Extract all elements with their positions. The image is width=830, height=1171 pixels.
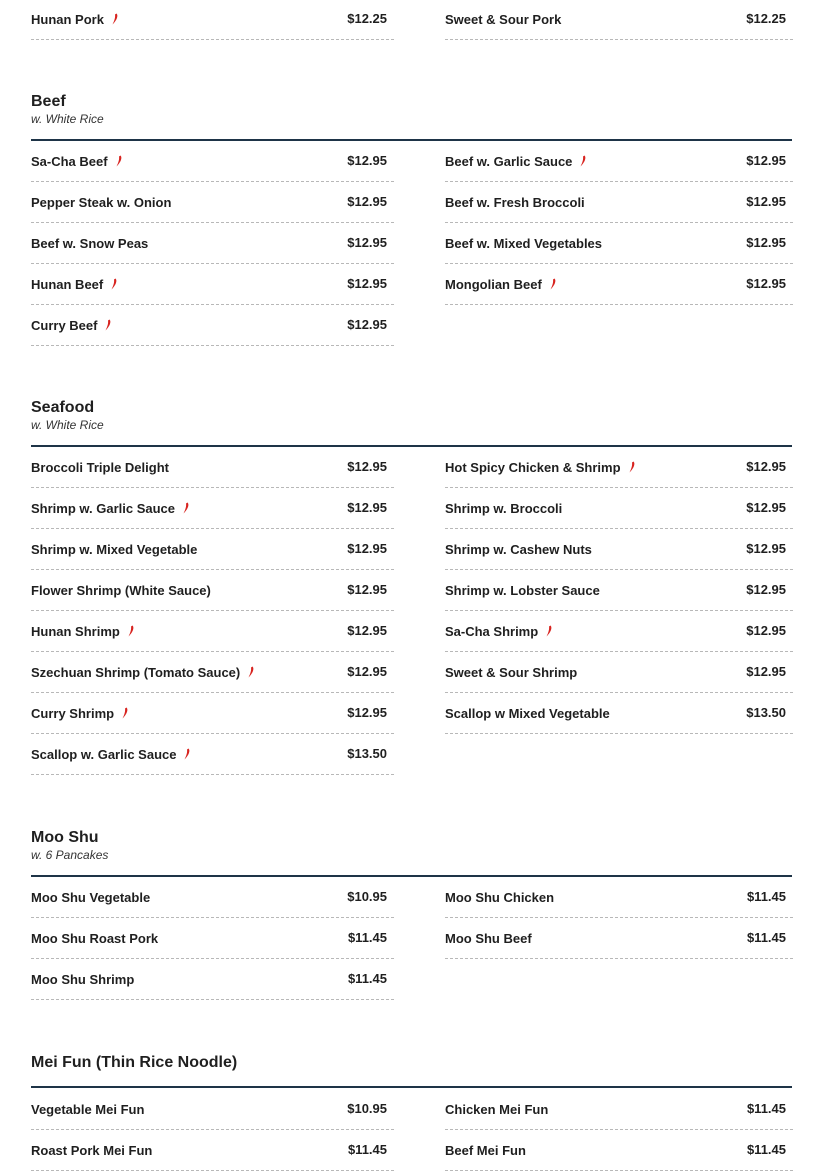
menu-item[interactable] [445,182,793,223]
item-price: $12.25 [347,11,387,26]
item-price: $12.95 [746,582,786,597]
chili-pepper-icon [127,625,135,637]
chili-pepper-icon [110,278,118,290]
section-title: Beef [31,93,66,110]
item-price: $11.45 [347,971,387,986]
item-name: Beef w. Fresh Broccoli [445,195,585,210]
item-name: Sa-Cha Beef [31,154,108,169]
item-price: $12.95 [746,153,786,168]
item-price: $12.95 [347,153,387,168]
item-price: $10.95 [347,889,387,904]
item-name: Mongolian Beef [445,277,542,292]
menu-item[interactable] [31,959,394,1000]
item-price: $11.45 [746,889,786,904]
chili-pepper-icon [183,748,191,760]
menu-item[interactable] [31,182,394,223]
chili-pepper-icon [628,461,636,473]
item-name: Scallop w Mixed Vegetable [445,706,610,721]
menu-item[interactable] [31,0,394,40]
menu-item[interactable] [31,223,394,264]
menu-column-right [445,0,793,40]
menu-column-right [445,141,793,305]
menu-item[interactable] [31,141,394,182]
section-subtitle: w. White Rice [31,112,104,126]
menu-item[interactable] [445,570,793,611]
item-name: Flower Shrimp (White Sauce) [31,583,211,598]
menu-item[interactable] [445,693,793,734]
item-name: Shrimp w. Broccoli [445,501,563,516]
item-name: Beef w. Mixed Vegetables [445,236,603,251]
item-name: Moo Shu Shrimp [31,972,135,987]
item-price: $12.95 [746,541,786,556]
menu-section [31,397,793,762]
menu-item[interactable] [31,529,394,570]
menu-column-right [445,1089,793,1171]
menu-column-left [31,141,394,346]
item-price: $12.95 [746,664,786,679]
previous-section-tail [0,0,830,40]
item-name: Hunan Beef [31,277,104,292]
item-price: $12.95 [746,235,786,250]
chili-pepper-icon [104,319,112,331]
menu-item[interactable] [31,611,394,652]
item-price: $12.25 [746,11,786,26]
item-price: $11.45 [347,1142,387,1157]
item-price: $12.95 [347,194,387,209]
item-price: $12.95 [746,194,786,209]
item-price: $12.95 [347,623,387,638]
item-name: Curry Shrimp [31,706,115,721]
menu-item[interactable] [31,1089,394,1130]
item-name: Moo Shu Beef [445,931,532,946]
chili-pepper-icon [115,155,123,167]
item-name: Moo Shu Chicken [445,890,555,905]
item-name: Shrimp w. Garlic Sauce [31,501,176,516]
item-name: Broccoli Triple Delight [31,460,169,475]
menu-item[interactable] [445,877,793,918]
item-name: Moo Shu Roast Pork [31,931,159,946]
item-price: $11.45 [746,930,786,945]
chili-pepper-icon [545,625,553,637]
item-price: $11.45 [746,1142,786,1157]
item-price: $12.95 [347,276,387,291]
menu-item[interactable] [445,141,793,182]
item-name: Sa-Cha Shrimp [445,624,539,639]
menu-column-left [31,0,394,40]
item-name: Roast Pork Mei Fun [31,1143,153,1158]
item-price: $12.95 [746,459,786,474]
item-name: Chicken Mei Fun [445,1102,549,1117]
menu-item[interactable] [445,223,793,264]
item-price: $13.50 [347,746,387,761]
item-price: $13.50 [746,705,786,720]
menu-item[interactable] [31,488,394,529]
item-name: Beef Mei Fun [445,1143,526,1158]
chili-pepper-icon [121,707,129,719]
menu-item[interactable] [31,918,394,959]
menu-item[interactable] [445,264,793,305]
menu-section [31,91,793,333]
menu-item[interactable] [31,305,394,346]
item-name: Hunan Pork [31,12,104,27]
item-name: Pepper Steak w. Onion [31,195,172,210]
chili-pepper-icon [111,13,119,25]
menu-item[interactable] [445,0,793,40]
item-price: $12.95 [347,459,387,474]
item-name: Beef w. Snow Peas [31,236,149,251]
item-price: $12.95 [347,664,387,679]
item-name: Shrimp w. Cashew Nuts [445,542,592,557]
chili-pepper-icon [549,278,557,290]
menu-item[interactable] [445,1089,793,1130]
menu-column-left [31,1089,394,1171]
item-price: $12.95 [347,500,387,515]
section-title: Seafood [31,399,95,416]
menu-column-left [31,877,394,1000]
menu-item[interactable] [445,652,793,693]
item-name: Hot Spicy Chicken & Shrimp [445,460,621,475]
menu-item[interactable] [31,570,394,611]
menu-item[interactable] [31,693,394,734]
menu-column-left [31,447,394,775]
item-price: $12.95 [347,317,387,332]
item-price: $12.95 [347,582,387,597]
item-name: Szechuan Shrimp (Tomato Sauce) [31,665,241,680]
section-title: Mei Fun (Thin Rice Noodle) [31,1054,238,1071]
chili-pepper-icon [579,155,587,167]
item-name: Shrimp w. Mixed Vegetable [31,542,198,557]
menu-item[interactable] [445,488,793,529]
item-name: Sweet & Sour Shrimp [445,665,578,680]
item-name: Hunan Shrimp [31,624,120,639]
item-name: Shrimp w. Lobster Sauce [445,583,600,598]
chili-pepper-icon [247,666,255,678]
menu-item[interactable] [31,652,394,693]
item-name: Moo Shu Vegetable [31,890,151,905]
menu-column-right [445,877,793,959]
chili-pepper-icon [182,502,190,514]
item-name: Curry Beef [31,318,98,333]
menu-column-right [445,447,793,734]
item-name: Sweet & Sour Pork [445,12,562,27]
item-price: $10.95 [347,1101,387,1116]
item-name: Scallop w. Garlic Sauce [31,747,177,762]
item-price: $12.95 [347,235,387,250]
menu-item[interactable] [445,611,793,652]
menu-item[interactable] [31,447,394,488]
item-price: $12.95 [746,623,786,638]
menu-item[interactable] [445,529,793,570]
menu-section [31,827,793,987]
section-subtitle: w. White Rice [31,418,104,432]
menu-section [31,1052,793,1158]
menu-item[interactable] [445,1130,793,1171]
section-title: Moo Shu [31,829,99,846]
section-divider [31,1086,792,1088]
item-name: Beef w. Garlic Sauce [445,154,573,169]
menu-item[interactable] [445,447,793,488]
menu-item[interactable] [445,918,793,959]
menu-item[interactable] [31,1130,394,1171]
item-price: $12.95 [347,541,387,556]
item-name: Vegetable Mei Fun [31,1102,145,1117]
item-price: $12.95 [347,705,387,720]
section-subtitle: w. 6 Pancakes [31,848,109,862]
menu-item[interactable] [31,734,394,775]
item-price: $11.45 [746,1101,786,1116]
item-price: $12.95 [746,276,786,291]
menu-item[interactable] [31,877,394,918]
item-price: $12.95 [746,500,786,515]
menu-item[interactable] [31,264,394,305]
item-price: $11.45 [347,930,387,945]
